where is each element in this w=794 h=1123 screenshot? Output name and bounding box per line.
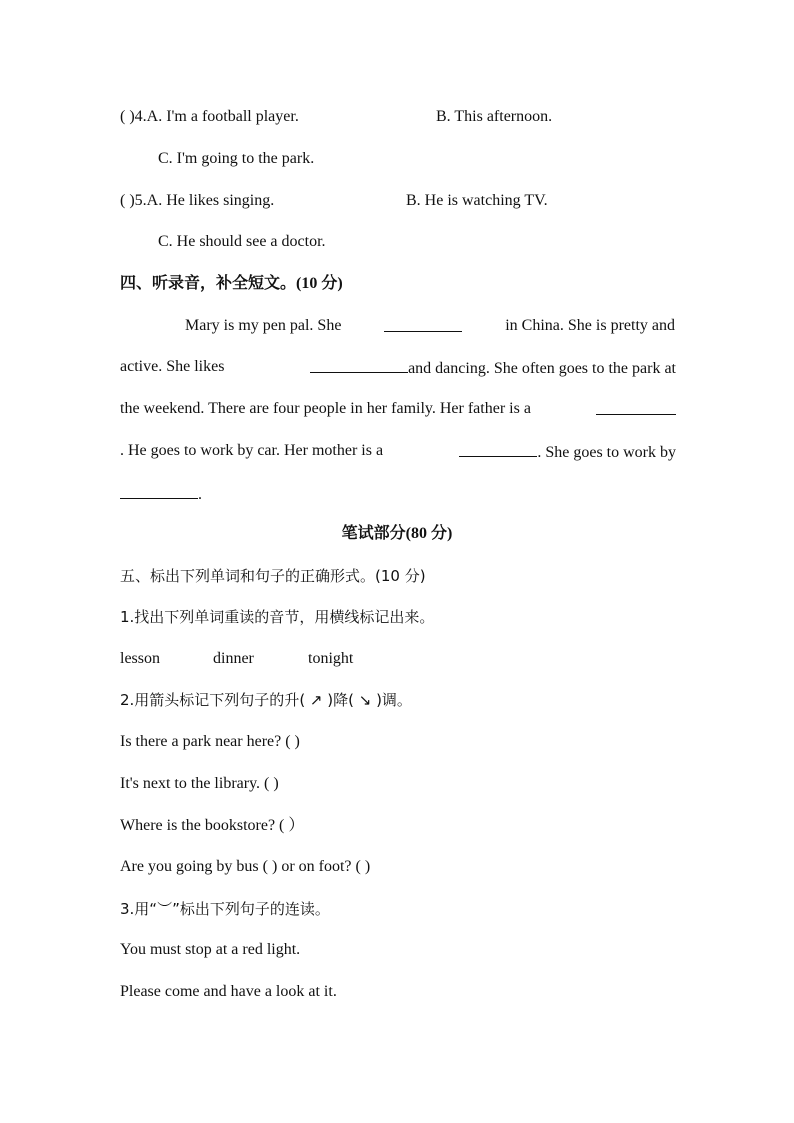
passage-text: in China. She is pretty and <box>505 317 675 334</box>
written-part-title: 笔试部分(80 分) <box>341 525 453 542</box>
question-number: 4. <box>134 108 147 125</box>
fill-blank-1[interactable] <box>384 316 462 332</box>
passage-text: the weekend. There are four people in her family. Her father is a <box>120 400 531 417</box>
option-a: A. He likes singing. <box>146 192 275 209</box>
option-c: C. I'm going to the park. <box>158 150 315 167</box>
passage-text: . She goes to work by <box>537 444 676 461</box>
passage-text: . <box>198 486 202 503</box>
word-lesson[interactable]: lesson <box>120 650 160 667</box>
sentence-item[interactable]: Where is the bookstore? ( ） <box>120 817 305 834</box>
fill-blank-3[interactable] <box>596 399 676 415</box>
passage-text: Mary is my pen pal. She <box>185 317 342 334</box>
answer-bracket[interactable]: ( ) <box>120 108 135 125</box>
fill-blank-4[interactable] <box>459 441 537 457</box>
passage-line-3 <box>120 399 676 419</box>
option-c: C. He should see a doctor. <box>158 233 326 250</box>
word-dinner[interactable]: dinner <box>213 650 254 667</box>
task-2-instruction: 2.用箭头标记下列句子的升( ↗ )降( ↘ )调。 <box>120 691 412 709</box>
task-3-instruction: 3.用“︶”标出下列句子的连读。 <box>120 900 330 918</box>
sentence-item[interactable]: Is there a park near here? ( ) <box>120 733 300 750</box>
answer-bracket[interactable]: ( ) <box>120 192 135 209</box>
section-5-heading: 五、标出下列单词和句子的正确形式。(10 分) <box>120 567 426 585</box>
sentence-item[interactable]: Please come and have a look at it. <box>120 983 337 1000</box>
option-b: B. This afternoon. <box>436 108 553 125</box>
question-number: 5. <box>134 192 147 209</box>
passage-line-1 <box>185 316 675 336</box>
section-4-heading: 四、听录音，补全短文。(10 分) <box>120 275 343 292</box>
fill-blank-2[interactable] <box>310 357 408 373</box>
passage-line-5 <box>120 483 202 505</box>
option-a: A. I'm a football player. <box>146 108 299 125</box>
question-4-row <box>120 107 299 127</box>
task-1-instruction: 1.找出下列单词重读的音节，用横线标记出来。 <box>120 608 435 626</box>
passage-text: and dancing. She often goes to the park at <box>408 360 676 377</box>
sentence-item[interactable]: Are you going by bus ( ) or on foot? ( ) <box>120 858 371 875</box>
sentence-item[interactable]: You must stop at a red light. <box>120 941 301 958</box>
question-5-row <box>120 191 274 211</box>
fill-blank-5[interactable] <box>120 483 198 499</box>
passage-text: active. She likes <box>120 358 225 375</box>
option-b: B. He is watching TV. <box>406 192 548 209</box>
passage-line-4 <box>120 441 676 463</box>
passage-line-2 <box>120 357 676 379</box>
word-tonight[interactable]: tonight <box>308 650 354 667</box>
sentence-item[interactable]: It's next to the library. ( ) <box>120 775 279 792</box>
passage-text: . He goes to work by car. Her mother is a <box>120 442 384 459</box>
